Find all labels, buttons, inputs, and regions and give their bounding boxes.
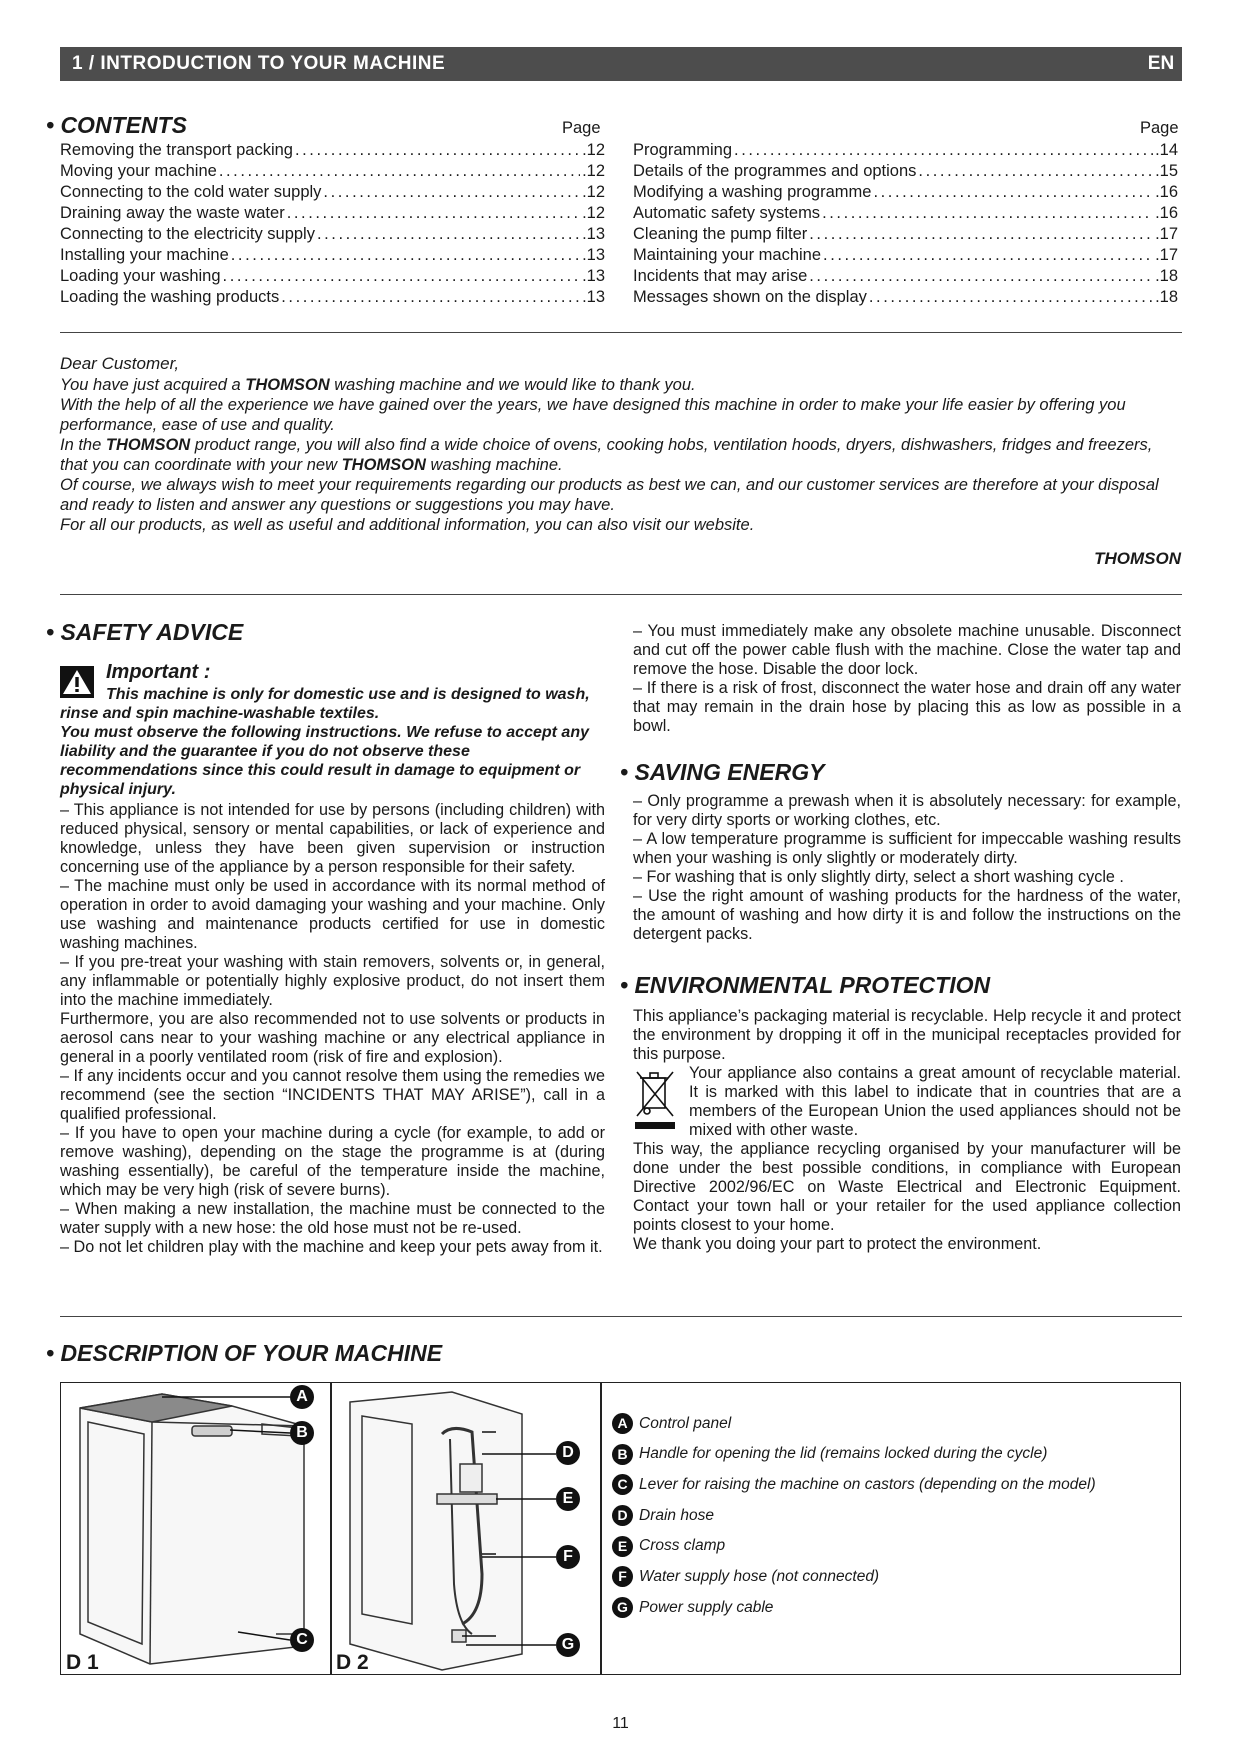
letter-line: Of course, we always wish to meet your requirements regarding our products as best we can, and our customer services are therefore at your disposal and ready to listen and answer any questions or suggestions you may have. xyxy=(60,476,1159,514)
legend-item: E Cross clamp xyxy=(612,1536,1172,1557)
safety-warning: This machine is only for domestic use and is designed to wash, rinse and spin machine-washable textiles. You must observe the following instructions. We refuse to accept any liability and the guarantee if you do not observe these recommendations since this could result in damage to equipment or physical injury. xyxy=(60,686,590,798)
contents-heading: • CONTENTS xyxy=(46,112,187,138)
legend-key-badge: A xyxy=(612,1413,633,1434)
contents-entry: Automatic safety systems . . . .16 xyxy=(633,203,1178,224)
legend-key-badge: G xyxy=(612,1597,633,1618)
legend-key-badge: B xyxy=(612,1444,633,1465)
page-number: 11 xyxy=(612,1715,629,1732)
letter-line: You have just acquired a THOMSON washing machine and we would like to thank you. xyxy=(60,376,696,394)
divider xyxy=(60,594,1182,595)
weee-bin-icon xyxy=(633,1066,679,1130)
contents-entry: Cleaning the pump filter . . . .17 xyxy=(633,224,1178,245)
callout-g: G xyxy=(556,1633,580,1657)
environment-heading: • ENVIRONMENTAL PROTECTION xyxy=(620,972,991,998)
environment-text: This appliance’s packaging material is recyclable. Help recycle it and protect the environment by dropping it off in the municipal receptacles provided for this purpose. Your appliance also contains a great amount of recyclable material. It is marked with this label to indicate that in countries that are a members of the European Union the used appliances should not be mixed with other waste. This way, the appliance recycling organised by your manufacturer will be done under the best possible conditions, in compliance with European Directive 2002/96/EC on Waste Electrical and Electronic Equipment. Contact your town hall or your retailer for the used appliance collection points closest to your home. We thank you doing your part to protect the environment. xyxy=(633,1007,1181,1253)
diagram-legend xyxy=(612,1413,1172,1628)
contents-page-label-right: Page xyxy=(1140,119,1179,137)
language-badge: EN xyxy=(1140,47,1182,81)
contents-entry: Connecting to the cold water supply . . . .12 xyxy=(60,182,605,203)
legend-item: F Water supply hose (not connected) xyxy=(612,1566,1172,1587)
letter-line: With the help of all the experience we have gained over the years, we have designed this machine in order to make your life easier by offering you performance, ease of use and quality. xyxy=(60,396,1126,434)
diagram-label-d2: D 2 xyxy=(336,1651,369,1674)
energy-heading: • SAVING ENERGY xyxy=(620,759,825,785)
contents-entry: Draining away the waste water . . . .12 xyxy=(60,203,605,224)
legend-key-badge: F xyxy=(612,1566,633,1587)
legend-key-badge: C xyxy=(612,1474,633,1495)
energy-text: – Only programme a prewash when it is absolutely necessary: for example, for very dirty sports or working clothes, etc. – A low temperature programme is sufficient for impeccable washing results when your washing is only slightly or moderately dirty. – For washing that is only slightly dirty, select a short washing cycle . – Use the right amount of washing products for the hardness of the water, the amount of washing and how dirty it is and follow the instructions on the detergent packs. xyxy=(633,792,1181,943)
contents-entry: Removing the transport packing . . . .12 xyxy=(60,140,605,161)
safety-text-right: – You must immediately make any obsolete machine unusable. Disconnect and cut off the power cable flush with the machine. Close the water tap and remove the hose. Disable the door lock. – If there is a risk of frost, disconnect the water hose and drain off any water that may remain in the drain hose by placing this as low as possible in a bowl. xyxy=(633,622,1181,735)
safety-text-left: – This appliance is not intended for use by persons (including children) with reduced physical, sensory or mental capabilities, or lack of experience and knowledge, unless they have been given supervision or instruction concerning use of the appliance by a person responsible for their safety. – The machine must only be used in accordance with its normal method of operation in order to avoid damaging your washing and your machine. Only use washing and maintenance products certified for use in domestic washing machines. – If you pre-treat your washing with stain removers, solvents or, in general, any inflammable or potentially highly explosive product, do not insert them into the machine immediately. Furthermore, you are also recommended not to use solvents or products in aerosol cans near to your washing machine or any electrical appliance in general in a poorly ventilated room (risk of fire and explosion). – If any incidents occur and you cannot resolve them using the remedies we recommend (see the section “INCIDENTS THAT MAY ARISE”), call in a qualified professional. – If you have to open your machine during a cycle (for example, to add or remove washing), depending on the stage the programme is at (during washing essentially), be careful of the temperature inside the machine, which may be very high (risk of severe burns). – When making a new installation, the machine must be connected to the water supply with a new hose: the old hose must not be re-used. – Do not let children play with the machine and keep your pets away from it. xyxy=(60,801,605,1256)
contents-entry: Moving your machine . . . .12 xyxy=(60,161,605,182)
customer-letter xyxy=(60,354,1180,535)
legend-item: A Control panel xyxy=(612,1413,1172,1434)
legend-item: B Handle for opening the lid (remains locked during the cycle) xyxy=(612,1444,1172,1465)
callout-a: A xyxy=(290,1385,314,1409)
important-label: Important : xyxy=(106,661,211,683)
legend-key-badge: E xyxy=(612,1536,633,1557)
contents-list-left xyxy=(60,140,605,308)
diagram-divider xyxy=(600,1383,602,1674)
callout-e: E xyxy=(556,1487,580,1511)
contents-entry: Loading your washing . . . .13 xyxy=(60,266,605,287)
legend-key-badge: D xyxy=(612,1505,633,1526)
legend-item: G Power supply cable xyxy=(612,1597,1172,1618)
chapter-title: 1 / INTRODUCTION TO YOUR MACHINE xyxy=(72,53,446,74)
callout-c: C xyxy=(290,1628,314,1652)
contents-entry: Maintaining your machine . . . .17 xyxy=(633,245,1178,266)
divider xyxy=(60,332,1182,333)
contents-entry: Incidents that may arise . . . .18 xyxy=(633,266,1178,287)
divider xyxy=(60,1316,1182,1317)
leader-lines-front xyxy=(62,1384,328,1673)
callout-f: F xyxy=(556,1545,580,1569)
contents-entry: Loading the washing products . . . .13 xyxy=(60,287,605,308)
contents-entry: Details of the programmes and options . . . .15 xyxy=(633,161,1178,182)
leader-lines-rear xyxy=(332,1384,598,1673)
contents-entry: Messages shown on the display . . . .18 xyxy=(633,287,1178,308)
callout-d: D xyxy=(556,1441,580,1465)
callout-b: B xyxy=(290,1421,314,1445)
contents-entry: Programming . . . .14 xyxy=(633,140,1178,161)
diagram-label-d1: D 1 xyxy=(66,1651,99,1674)
legend-item: C Lever for raising the machine on castors (depending on the model) xyxy=(612,1474,1172,1495)
letter-greeting: Dear Customer, xyxy=(60,354,180,373)
contents-list-right xyxy=(633,140,1178,308)
contents-entry: Modifying a washing programme . . . .16 xyxy=(633,182,1178,203)
contents-entry: Connecting to the electricity supply . . . .13 xyxy=(60,224,605,245)
contents-page-label-left: Page xyxy=(562,119,601,137)
letter-line: In the THOMSON product range, you will also find a wide choice of ovens, cooking hobs, ventilation hoods, dryers, dishwashers, fridges and freezers, that you can coordinate with your new THOMSON washing machine. xyxy=(60,436,1153,474)
safety-heading: • SAFETY ADVICE xyxy=(46,619,244,645)
description-heading: • DESCRIPTION OF YOUR MACHINE xyxy=(46,1340,443,1366)
letter-line: For all our products, as well as useful and additional information, you can also visit our website. xyxy=(60,516,755,534)
legend-item: D Drain hose xyxy=(612,1505,1172,1526)
contents-entry: Installing your machine . . . .13 xyxy=(60,245,605,266)
letter-signature: THOMSON xyxy=(1094,549,1181,568)
